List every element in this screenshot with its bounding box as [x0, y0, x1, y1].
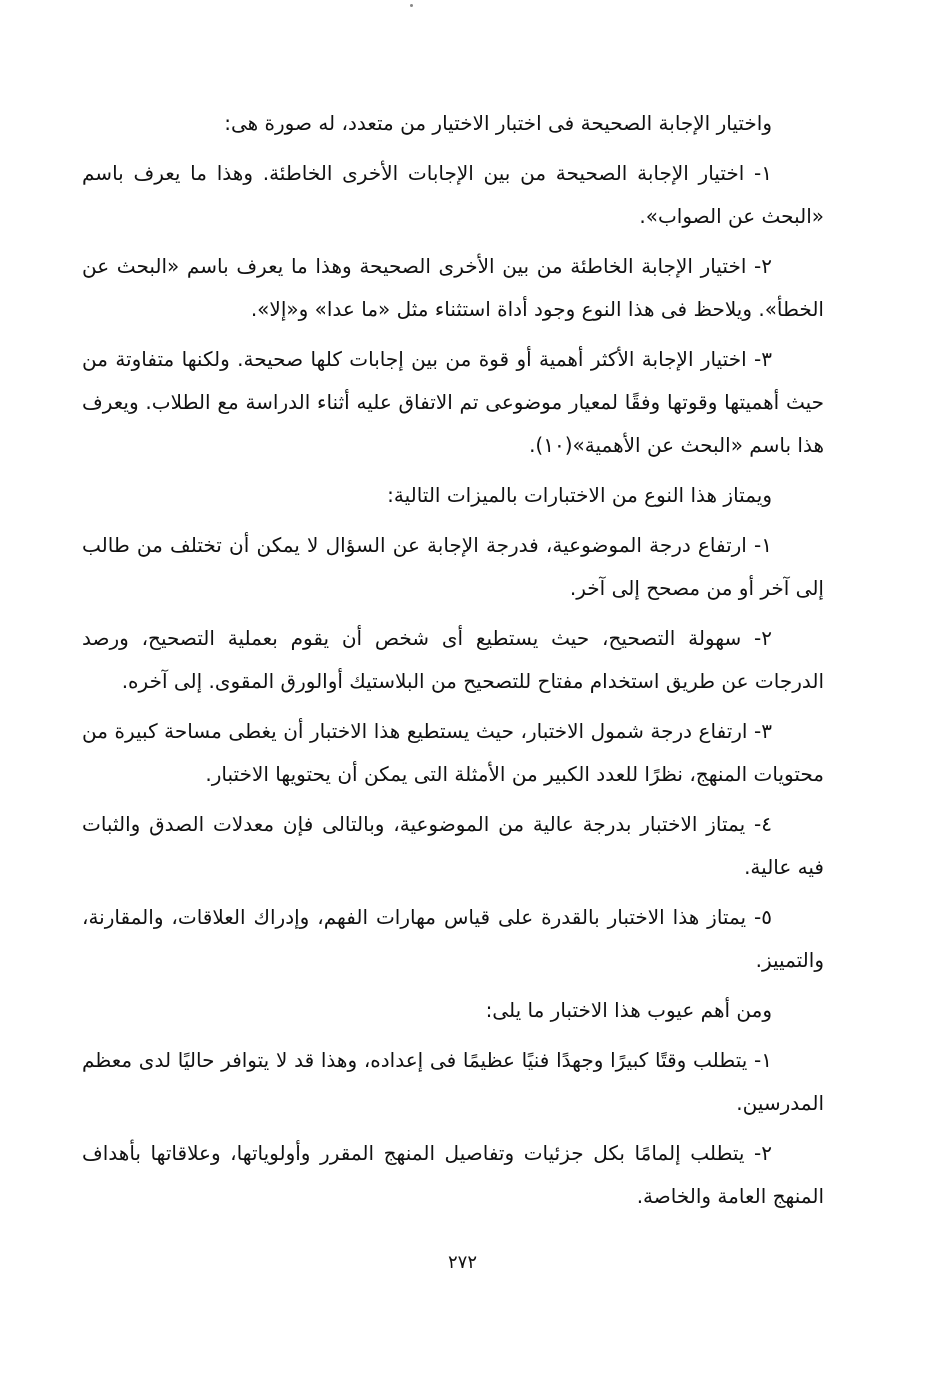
- body-text: [82, 102, 824, 1225]
- paragraph-disadvantage-2: ٢- يتطلب إلمامًا بكل جزئيات وتفاصيل المنهج المقرر وأولوياتها، وعلاقاتها بأهداف المنهج العامة والخاصة.: [82, 1141, 824, 1208]
- paragraph-disadvantage-1: ١- يتطلب وقتًا كبيرًا وجهدًا فنيًا عظيمًا فى إعداده، وهذا قد لا يتوافر حاليًا لدى معظم المدرسين.: [82, 1048, 824, 1115]
- paragraph-form-1: ١- اختيار الإجابة الصحيحة من بين الإجابات الأخرى الخاطئة. وهذا ما يعرف باسم «البحث عن الصواب».: [82, 161, 824, 228]
- paragraph-advantage-4: ٤- يمتاز الاختبار بدرجة عالية من الموضوعية، وبالتالى فإن معدلات الصدق والثبات فيه عالية.: [82, 812, 824, 879]
- scan-speck: [410, 4, 413, 7]
- paragraph-advantage-3: ٣- ارتفاع درجة شمول الاختبار، حيث يستطيع هذا الاختبار أن يغطى مساحة كبيرة من محتويات المنهج، نظرًا للعدد الكبير من الأمثلة التى يمكن أن يحتويها الاختبار.: [82, 719, 824, 786]
- paragraph-intro-advantages: ويمتاز هذا النوع من الاختبارات بالميزات التالية:: [387, 483, 772, 507]
- paragraph-advantage-5: ٥- يمتاز هذا الاختبار بالقدرة على قياس مهارات الفهم، وإدراك العلاقات، والمقارنة، والتمييز.: [82, 905, 824, 972]
- paragraph-intro-forms: واختيار الإجابة الصحيحة فى اختبار الاختيار من متعدد، له صورة هى:: [224, 111, 772, 135]
- paragraph-form-2: ٢- اختيار الإجابة الخاطئة من بين الأخرى الصحيحة وهذا ما يعرف باسم «البحث عن الخطأ». ويلاحظ فى هذا النوع وجود أداة استثناء مثل «ما عدا» و«إلا».: [82, 254, 824, 321]
- paragraph-advantage-1: ١- ارتفاع درجة الموضوعية، فدرجة الإجابة عن السؤال لا يمكن أن تختلف من طالب إلى آخر أو من مصحح إلى آخر.: [82, 533, 824, 600]
- paragraph-advantage-2: ٢- سهولة التصحيح، حيث يستطيع أى شخص أن يقوم بعملية التصحيح، ورصد الدرجات عن طريق استخدام مفتاح للتصحيح من البلاستيك أوالورق المقوى. إلى آخره.: [82, 626, 824, 693]
- paragraph-intro-disadvantages: ومن أهم عيوب هذا الاختبار ما يلى:: [485, 998, 772, 1022]
- page-number: ٢٧٢: [447, 1252, 477, 1273]
- paragraph-form-3: ٣- اختيار الإجابة الأكثر أهمية أو قوة من بين إجابات كلها صحيحة. ولكنها متفاوتة من حيث أهميتها وقوتها وفقًا لمعيار موضوعى تم الاتفاق عليه أثناء الدراسة مع الطلاب. ويعرف هذا باسم «البحث عن الأهمية»(١٠).: [82, 347, 824, 457]
